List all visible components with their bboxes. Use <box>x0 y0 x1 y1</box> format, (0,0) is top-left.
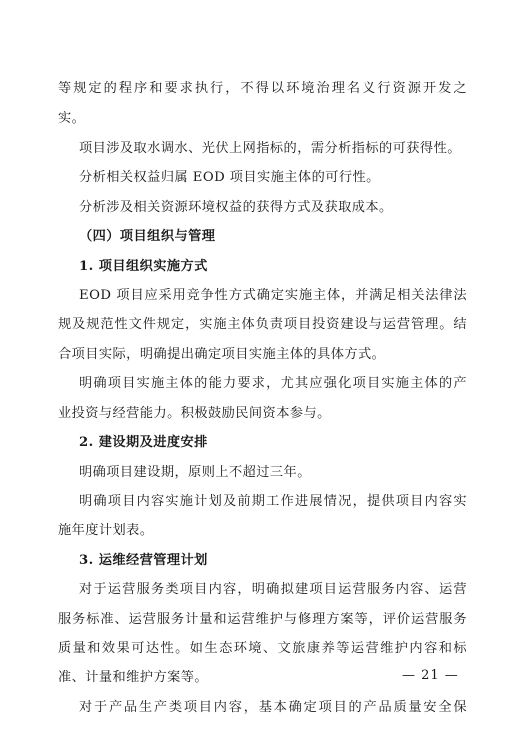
page-number: — 21 — <box>402 668 459 683</box>
paragraph-line: 对于运营服务类项目内容，明确拟建项目运营服务内容、运营 <box>79 582 467 597</box>
paragraph-line: 质量和效果可达性。如生态环境、文旅康养等运营维护内容和标 <box>58 641 467 656</box>
subsection-heading: 1. 项目组织实施方式 <box>79 259 208 274</box>
paragraph-line: 分析相关权益归属 EOD 项目实施主体的可行性。 <box>79 170 380 185</box>
paragraph-line: 服务标准、运营服务计量和运营维护与修理方案等，评价运营服务 <box>58 612 467 627</box>
subsection-heading: 2. 建设期及进度安排 <box>79 435 208 450</box>
paragraph-line: 项目涉及取水调水、光伏上网指标的，需分析指标的可获得性。 <box>79 141 461 156</box>
paragraph-line: 明确项目内容实施计划及前期工作进展情况，提供项目内容实 <box>79 494 467 509</box>
paragraph-line: 合项目实际，明确提出确定项目实施主体的具体方式。 <box>58 347 386 362</box>
paragraph-line: 施年度计划表。 <box>58 523 154 538</box>
paragraph-line: 准、计量和维护方案等。 <box>58 670 209 685</box>
paragraph-line: 等规定的程序和要求执行，不得以环境治理名义行资源开发之 <box>58 81 467 96</box>
paragraph-line: 业投资与经营能力。积极鼓励民间资本参与。 <box>58 406 331 421</box>
paragraph-line: 分析涉及相关资源环境权益的获得方式及获取成本。 <box>79 200 393 215</box>
subsection-heading: 3. 运维经营管理计划 <box>79 553 208 568</box>
paragraph-line: EOD 项目应采用竞争性方式确定实施主体，并满足相关法律法 <box>79 288 467 303</box>
paragraph-line: 对于产品生产类项目内容，基本确定项目的产品质量安全保 <box>79 700 467 715</box>
paragraph-line: 明确项目建设期，原则上不超过三年。 <box>79 465 311 480</box>
section-heading: （四）项目组织与管理 <box>79 229 216 244</box>
paragraph-line: 规及规范性文件规定，实施主体负责项目投资建设与运营管理。结 <box>58 317 467 332</box>
paragraph-line: 明确项目实施主体的能力要求，尤其应强化项目实施主体的产 <box>79 376 467 391</box>
paragraph-line: 实。 <box>58 111 86 126</box>
